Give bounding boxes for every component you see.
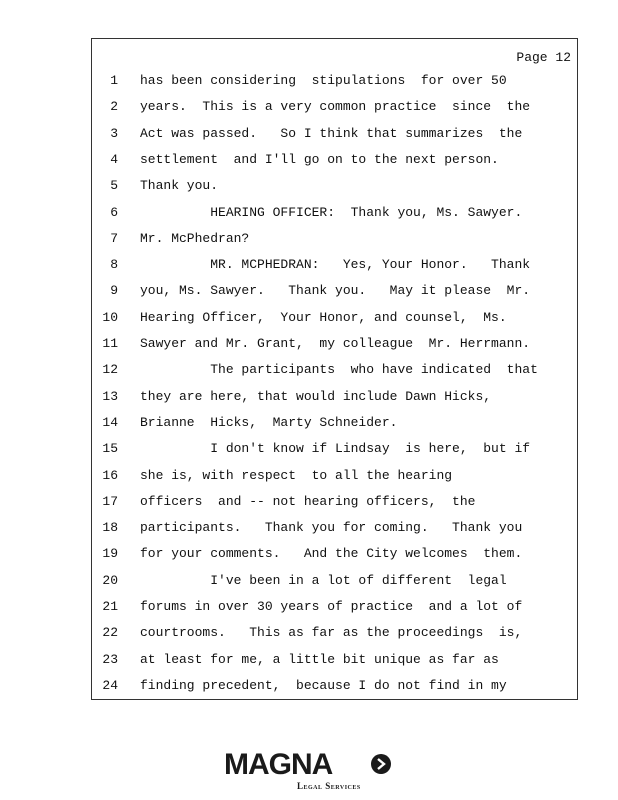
- line-text: they are here, that would include Dawn Hicks,: [140, 388, 492, 404]
- logo-subtitle: Legal Services: [297, 781, 361, 791]
- line-number: 9: [110, 283, 118, 299]
- transcript-line: [92, 389, 577, 415]
- line-text: participants. Thank you for coming. Thank you: [140, 520, 523, 536]
- line-number: 1: [110, 73, 118, 88]
- line-number: 3: [110, 125, 118, 141]
- line-number: 21: [102, 599, 118, 614]
- line-text: HEARING OFFICER: Thank you, Ms. Sawyer.: [140, 204, 523, 220]
- line-number: 15: [102, 441, 118, 457]
- line-text: MR. MCPHEDRAN: Yes, Your Honor. Thank: [140, 257, 531, 273]
- line-number: 22: [102, 625, 118, 641]
- line-number: 8: [110, 257, 118, 273]
- line-number: 24: [102, 677, 118, 693]
- transcript-line: [92, 678, 577, 704]
- line-text: forums in over 30 years of practice and a lot of: [140, 599, 523, 614]
- line-number: 4: [110, 151, 118, 167]
- transcript-line: [92, 520, 577, 546]
- line-text: Sawyer and Mr. Grant, my colleague Mr. Herrmann.: [140, 336, 531, 351]
- line-text: Thank you.: [140, 178, 219, 194]
- arrow-icon: [371, 754, 391, 774]
- line-number: 17: [102, 493, 118, 509]
- transcript-line: [92, 99, 577, 125]
- transcript-line: [92, 441, 577, 467]
- logo-wordmark: MAGNA: [224, 748, 333, 781]
- transcript-line: [92, 310, 577, 336]
- line-text: at least for me, a little bit unique as far as: [140, 651, 499, 667]
- transcript-line: [92, 73, 577, 99]
- line-text: I don't know if Lindsay is here, but if: [140, 441, 531, 457]
- magna-logo: [224, 749, 394, 793]
- line-text: Hearing Officer, Your Honor, and counsel, Ms.: [140, 309, 507, 325]
- line-text: Mr. McPhedran?: [140, 230, 250, 246]
- line-number: 13: [102, 388, 118, 404]
- line-number: 7: [110, 230, 118, 246]
- line-text: I've been in a lot of different legal: [140, 572, 507, 588]
- line-text: The participants who have indicated that: [140, 362, 538, 378]
- line-number: 2: [110, 99, 118, 115]
- transcript-line: [92, 283, 577, 309]
- line-text: settlement and I'll go on to the next person.: [140, 151, 499, 167]
- line-text: finding precedent, because I do not find in my: [140, 677, 507, 693]
- line-number: 6: [110, 204, 118, 220]
- line-text: you, Ms. Sawyer. Thank you. May it please Mr.: [140, 283, 531, 299]
- transcript-line: [92, 599, 577, 625]
- transcript-line: [92, 152, 577, 178]
- transcript-line: [92, 494, 577, 520]
- line-number: 11: [102, 336, 118, 351]
- transcript-line: [92, 178, 577, 204]
- transcript-line: [92, 336, 577, 362]
- transcript-line: [92, 205, 577, 231]
- transcript-line: [92, 415, 577, 441]
- line-number: 12: [102, 362, 118, 378]
- line-number: 20: [102, 572, 118, 588]
- transcript-line: [92, 625, 577, 651]
- line-text: officers and -- not hearing officers, the: [140, 493, 476, 509]
- transcript-line: [92, 652, 577, 678]
- line-number: 14: [102, 414, 118, 430]
- line-number: 5: [110, 178, 118, 194]
- line-number: 18: [102, 520, 118, 536]
- transcript-line: [92, 362, 577, 388]
- transcript-line: [92, 546, 577, 572]
- transcript-line: [92, 126, 577, 152]
- transcript-line: [92, 573, 577, 599]
- line-number: 10: [102, 309, 118, 325]
- line-number: 23: [102, 651, 118, 667]
- transcript-line: [92, 257, 577, 283]
- line-text: Brianne Hicks, Marty Schneider.: [140, 414, 398, 430]
- line-text: years. This is a very common practice since the: [140, 99, 531, 115]
- transcript-line: [92, 468, 577, 494]
- transcript-line: [92, 231, 577, 257]
- line-text: for your comments. And the City welcomes them.: [140, 546, 523, 562]
- transcript-page: [91, 38, 578, 700]
- line-text: has been considering stipulations for over 50: [140, 73, 507, 88]
- line-number: 19: [102, 546, 118, 562]
- page-number: Page 12: [516, 50, 571, 65]
- line-text: she is, with respect to all the hearing: [140, 467, 453, 483]
- line-text: courtrooms. This as far as the proceedings is,: [140, 625, 523, 641]
- line-number: 16: [102, 467, 118, 483]
- line-text: Act was passed. So I think that summarizes the: [140, 125, 523, 141]
